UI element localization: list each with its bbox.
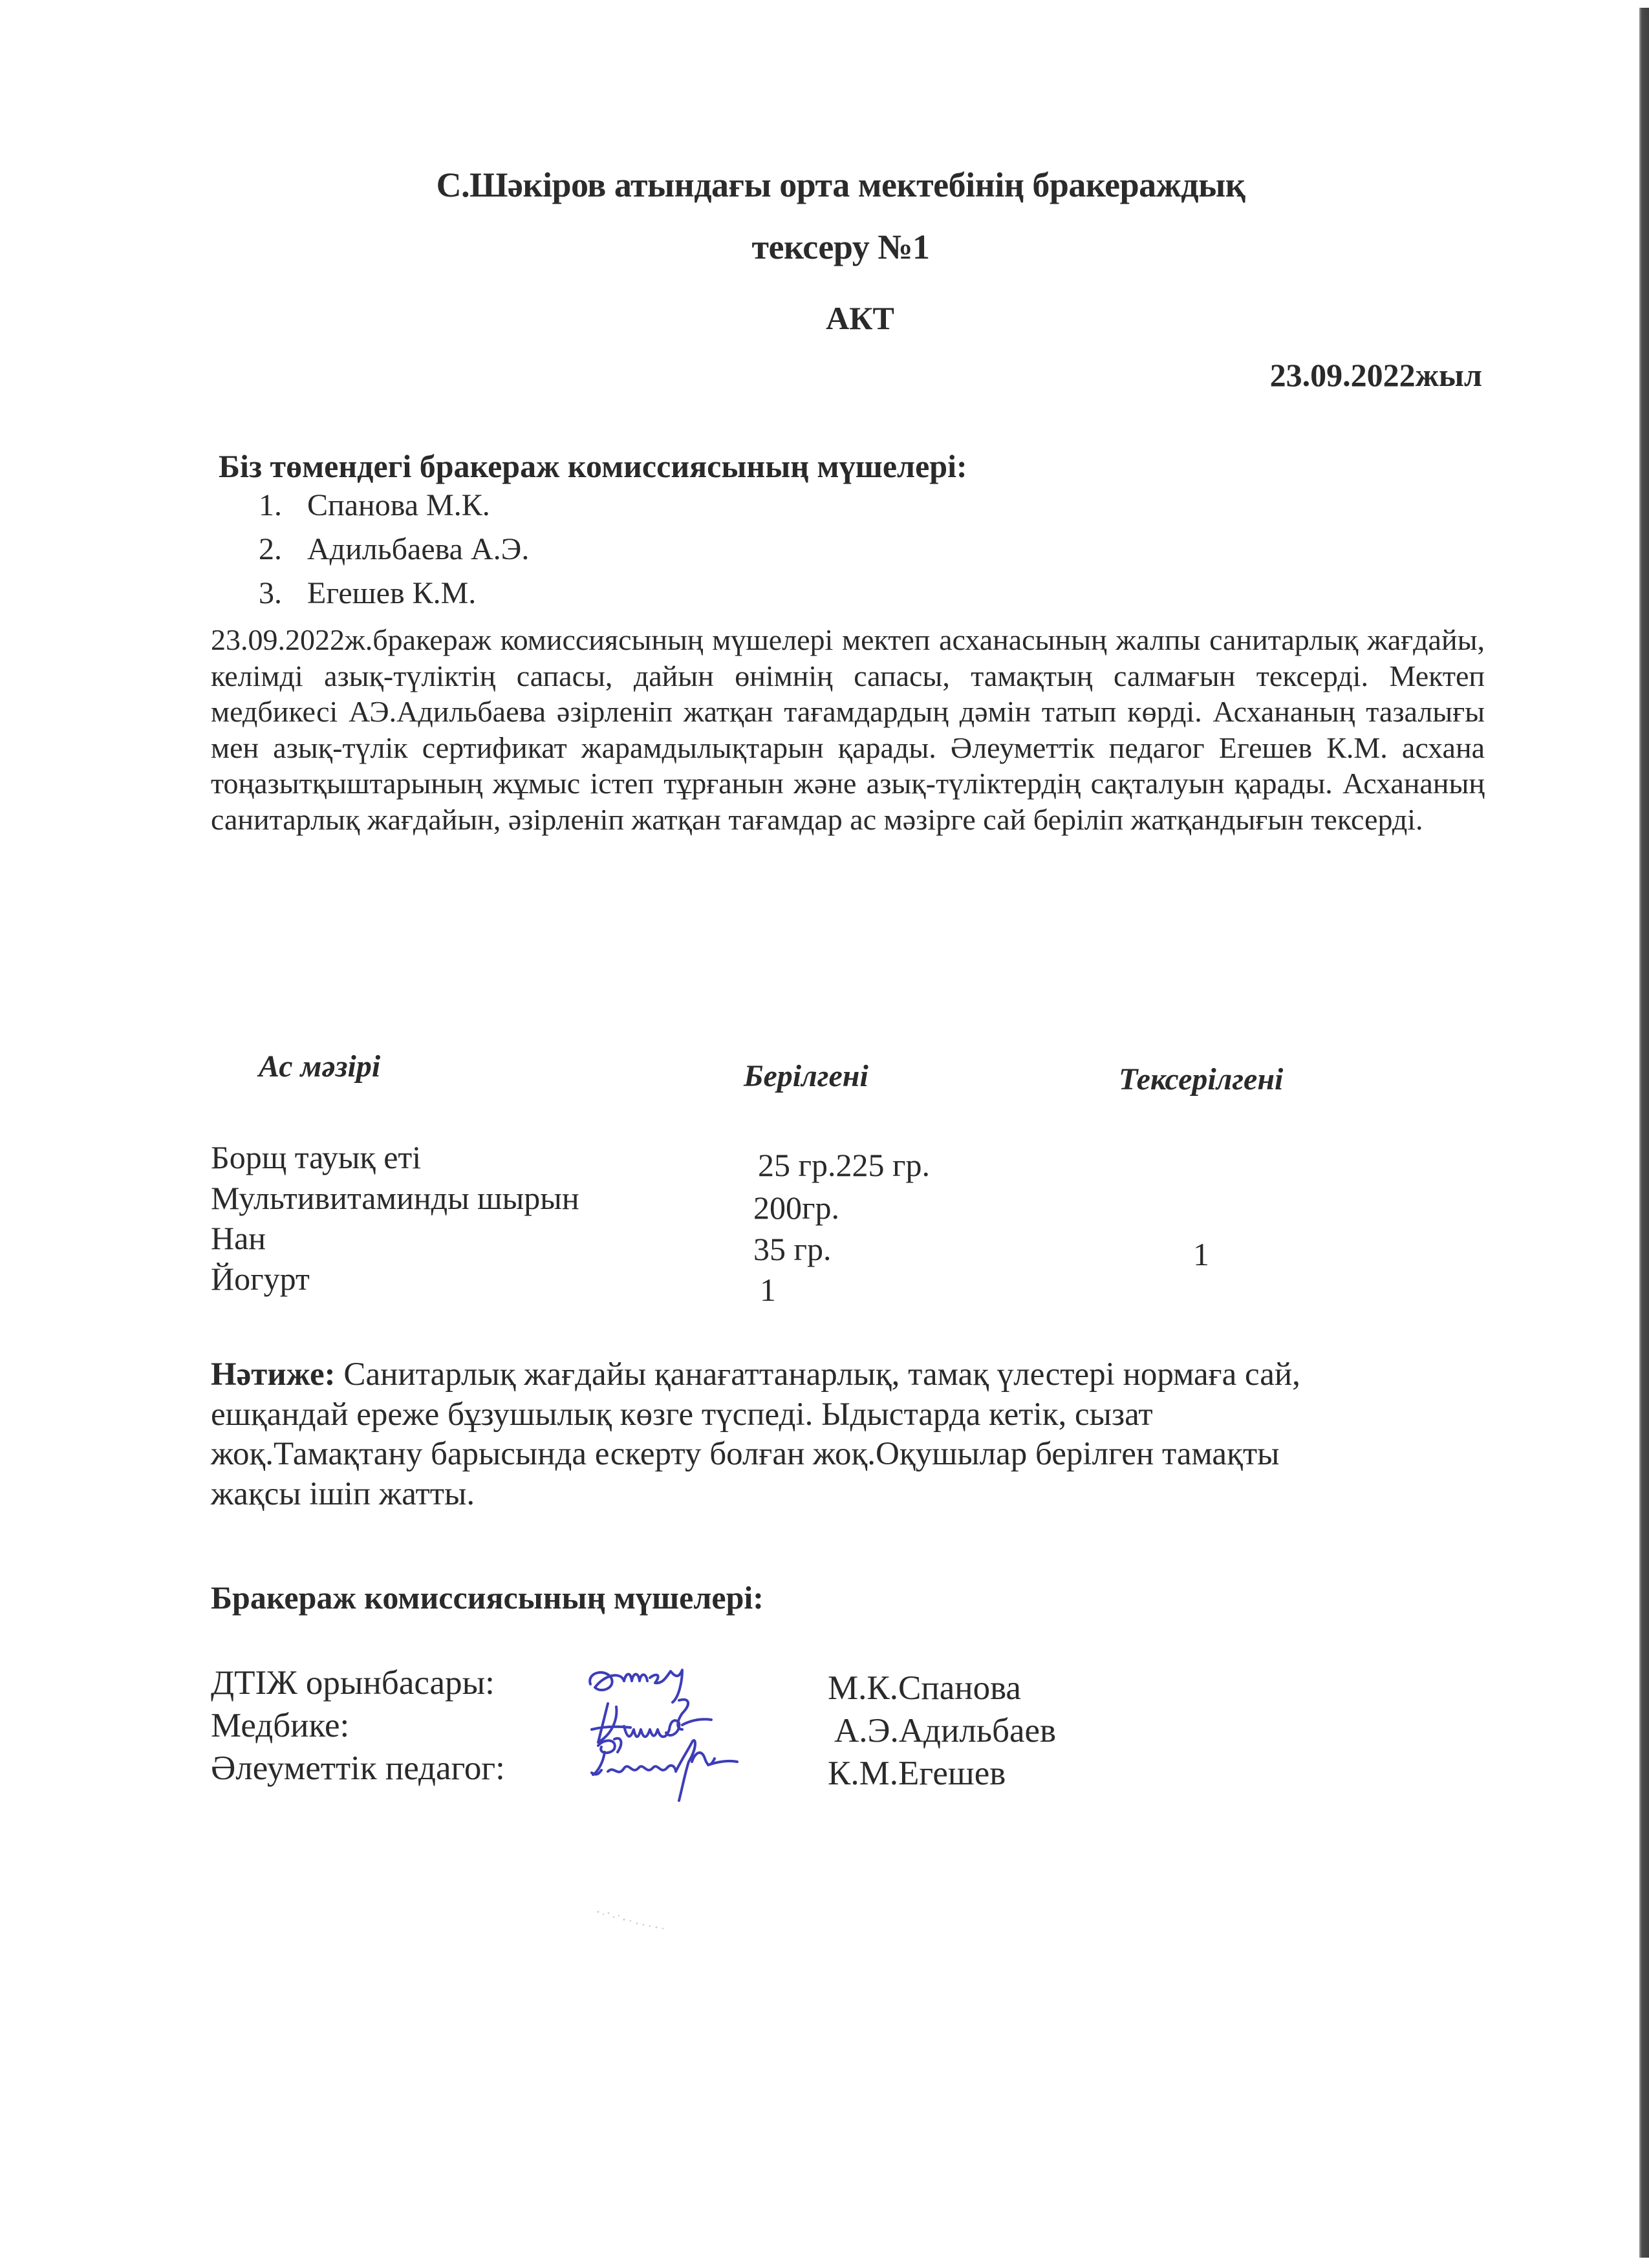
signature-role: ДТІЖ орынбасары: <box>211 1664 495 1702</box>
result-label: Нәтиже: <box>211 1356 336 1393</box>
result-line: жоқ.Тамақтану барысында ескерту болған жоқ.Оқушылар берілген тамақты <box>211 1436 1280 1472</box>
result-line: ешқандай ереже бұзушылық көзге түспеді. Ыдыстарда кетік, сызат <box>211 1396 1153 1433</box>
act-label: АКТ <box>826 300 894 336</box>
menu-row-item: Борщ тауық еті <box>211 1139 422 1175</box>
member-name: Спанова М.К. <box>307 488 490 522</box>
commission-heading: Бракераж комиссиясының мүшелері: <box>211 1579 764 1616</box>
result-section <box>211 1355 1485 1514</box>
result-line: жақсы ішіп жатты. <box>211 1475 475 1512</box>
signature-name: М.К.Спанова <box>828 1669 1021 1707</box>
signature-role: Әлеуметтік педагог: <box>211 1749 505 1787</box>
menu-row-given: 35 гр. <box>753 1231 832 1267</box>
result-text: Санитарлық жағдайы қанағаттанарлық, тамақ үлестері нормаға сай, <box>335 1356 1300 1393</box>
menu-header-checked: Тексерілгені <box>1119 1062 1284 1097</box>
members-heading: Біз төмендегі бракераж комиссиясының мүшелері: <box>219 448 967 484</box>
menu-row-checked: 1 <box>1193 1236 1209 1272</box>
member-number: 2. <box>259 532 282 566</box>
title-line-2: тексеру №1 <box>751 228 930 266</box>
signature-egeshev-icon <box>579 1733 747 1804</box>
menu-row-item: Нан <box>211 1220 266 1256</box>
menu-row-item: Йогурт <box>211 1261 310 1297</box>
member-name: Егешев К.М. <box>307 576 477 610</box>
signature-role: Медбике: <box>211 1707 350 1744</box>
menu-row-given: 1 <box>760 1272 776 1308</box>
menu-row-given: 25 гр.225 гр. <box>758 1147 931 1183</box>
document-date: 23.09.2022жыл <box>1269 357 1482 393</box>
scan-edge <box>1639 8 1649 2258</box>
title-line-1: С.Шәкіров атындағы орта мектебінің бракераждық <box>436 166 1245 204</box>
member-item <box>259 572 529 615</box>
member-number: 3. <box>259 576 282 610</box>
signature-name: А.Э.Адильбаев <box>834 1712 1057 1749</box>
inspection-description: 23.09.2022ж.бракераж комиссиясының мүшелері мектеп асханасының жалпы санитарлық жағдайы, келімді азық-түліктің сапасы, дайын өнімнің сапасы, тамақтың салмағын тексерді. Мектеп медбикесі АЭ.Адильбаева әзірленіп жатқан тағамдардың дәмін татып көрді. Асхананың тазалығы мен азық-түлік сертификат жарамдылықтарын қарады. Әлеуметтік педагог Егешев К.М. асхана тоңазытқыштарының жұмыс істеп тұрғанын және азық-түліктердің сақталуын қарады. Асхананың санитарлық жағдайын, әзірленіп жатқан тағамдар ас мәзірге сай беріліп жатқандығын тексерді. <box>211 623 1485 836</box>
signature-name: К.М.Егешев <box>828 1755 1006 1792</box>
menu-row-item: Мультивитаминды шырын <box>211 1180 579 1216</box>
menu-row-given: 200гр. <box>753 1190 840 1226</box>
menu-header-item: Ас мәзірі <box>259 1049 381 1084</box>
member-name: Адильбаева А.Э. <box>307 532 530 566</box>
result-line <box>211 1355 1485 1395</box>
member-number: 1. <box>259 488 282 522</box>
member-item <box>259 528 529 572</box>
document-title <box>194 154 1487 278</box>
scan-smudge-icon <box>585 1904 676 1936</box>
members-list <box>259 484 529 615</box>
menu-header-given: Берілгені <box>744 1059 868 1093</box>
member-item <box>259 484 529 528</box>
